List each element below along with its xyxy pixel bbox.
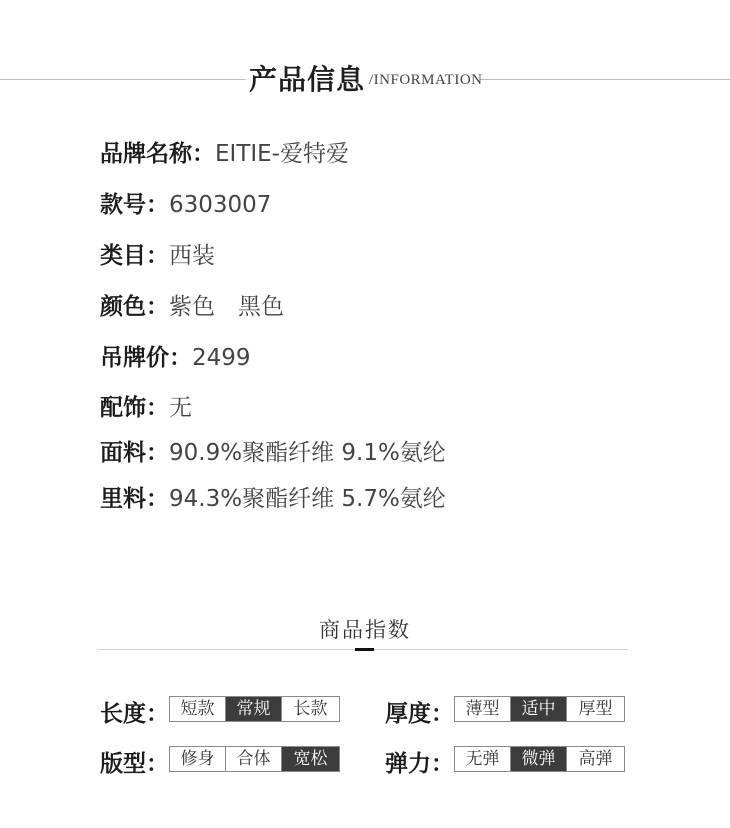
info-value: 2499	[192, 345, 251, 371]
info-value: 6303007	[169, 192, 272, 218]
info-value: 94.3%聚酯纤维 5.7%氨纶	[169, 486, 446, 512]
index-section-accent	[355, 648, 374, 651]
info-label: 面料：	[100, 440, 169, 466]
info-label: 品牌名称：	[100, 141, 215, 167]
scale-option: 短款	[170, 697, 226, 721]
header-rule-right	[480, 79, 730, 80]
info-value: 西装	[169, 243, 215, 269]
scale-label-thickness: 厚度：	[385, 701, 454, 727]
info-row-price	[100, 339, 251, 372]
info-row-accessory	[100, 389, 192, 422]
scale-label-length: 长度：	[100, 701, 169, 727]
scale-option: 修身	[170, 747, 226, 771]
scale-label-elasticity: 弹力：	[385, 751, 454, 777]
scale-fit	[169, 746, 340, 772]
scale-option: 合体	[226, 747, 282, 771]
info-label: 吊牌价：	[100, 345, 192, 371]
scale-elasticity	[454, 746, 625, 772]
info-value: 无	[169, 395, 192, 421]
index-section-title: 商品指数	[319, 618, 411, 642]
info-value: EITIE-爱特爱	[215, 141, 349, 167]
scale-thickness	[454, 696, 625, 722]
info-label: 配饰：	[100, 395, 169, 421]
scale-option-selected: 常规	[226, 697, 282, 721]
scale-option: 厚型	[578, 699, 613, 719]
info-value: 90.9%聚酯纤维 9.1%氨纶	[169, 440, 446, 466]
section-title: 产品信息	[249, 63, 366, 96]
scale-option: 薄型	[455, 697, 511, 721]
info-row-style-no	[100, 186, 271, 219]
info-value: 紫色 黑色	[169, 294, 284, 320]
info-label: 颜色：	[100, 294, 169, 320]
scale-option: 无弹	[455, 747, 511, 771]
scale-option-selected: 宽松	[282, 747, 339, 771]
info-row-fabric	[100, 434, 446, 467]
section-subtitle: /INFORMATION	[369, 72, 483, 88]
header-rule-left	[0, 79, 246, 80]
scale-length	[169, 696, 340, 722]
info-label: 款号：	[100, 192, 169, 218]
scale-option: 长款	[293, 699, 328, 719]
scale-option-selected: 适中	[511, 697, 567, 721]
scale-option: 高弹	[578, 749, 613, 769]
info-row-lining	[100, 480, 446, 513]
scale-label-fit: 版型：	[100, 751, 169, 777]
scale-option-selected: 微弹	[511, 747, 567, 771]
info-row-category	[100, 237, 215, 270]
info-row-color	[100, 288, 284, 321]
info-row-brand	[100, 135, 349, 168]
info-label: 类目：	[100, 243, 169, 269]
info-label: 里料：	[100, 486, 169, 512]
